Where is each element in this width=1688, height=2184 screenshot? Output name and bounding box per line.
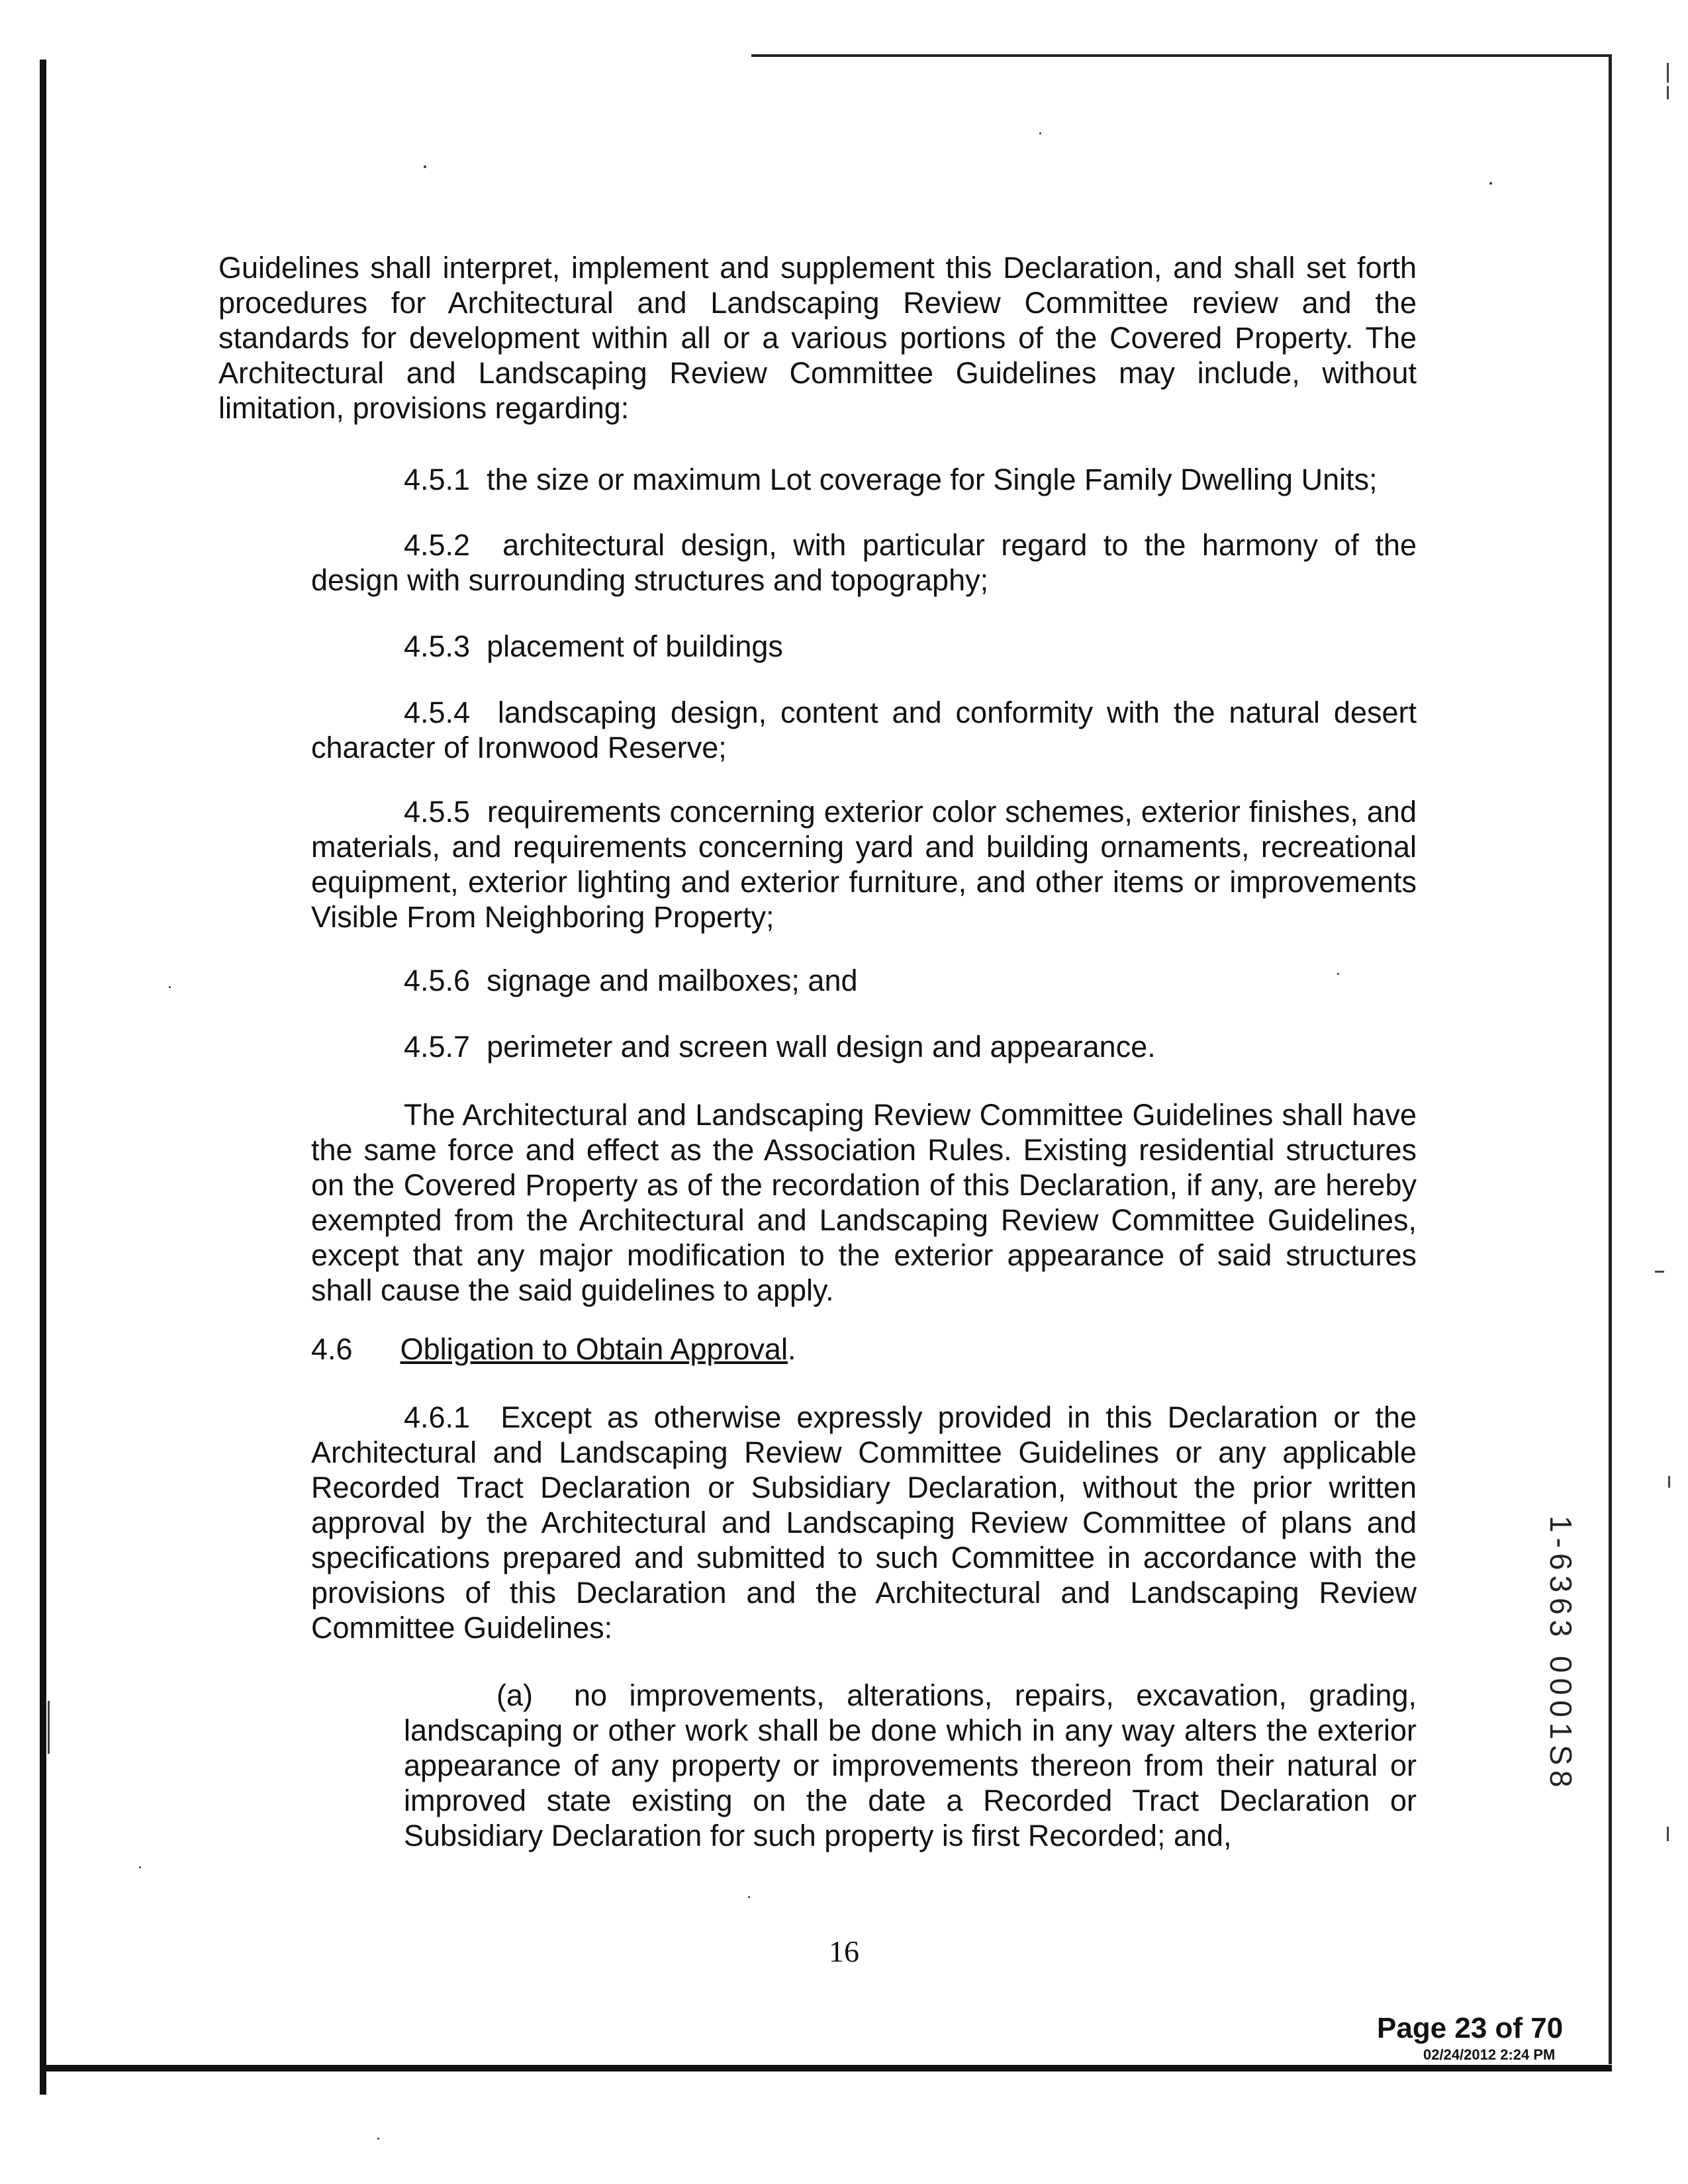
item-number: 4.6.1	[404, 1400, 471, 1434]
section-paragraph	[311, 1400, 1417, 1645]
scan-border-left	[40, 60, 46, 2095]
scan-border-top	[751, 54, 1612, 57]
guidelines-paragraph: The Architectural and Landscaping Review Committee Guidelines shall have the same force and effect as the Association Rules. Existing residential structures on the Covered Property as of the recordation of this Declaration, if any, are hereby exempted from the Architectural and Landscaping Review Committee Guidelines, except that any major modification to the exterior appearance of said structures shall cause the said guidelines to apply.	[311, 1098, 1417, 1307]
item-number: 4.5.6	[404, 964, 471, 997]
edge-mark	[1667, 1827, 1669, 1841]
scan-speck	[169, 986, 171, 988]
side-document-stamp: 1-6363 0001S8	[1544, 1516, 1578, 1793]
item-number: 4.5.7	[404, 1030, 471, 1064]
item-text: the size or maximum Lot coverage for Single Family Dwelling Units;	[487, 463, 1378, 496]
list-item	[311, 695, 1417, 765]
scan-border-right	[1609, 56, 1612, 2064]
scan-border-bottom	[46, 2065, 1612, 2071]
item-number: 4.5.5	[404, 795, 471, 829]
item-text: signage and mailboxes; and	[487, 964, 858, 997]
item-number: 4.5.3	[404, 629, 471, 663]
item-text: architectural design, with particular regard to the harmony of the design with surrounding structures and topography;	[311, 528, 1417, 597]
edge-mark	[1655, 1271, 1664, 1273]
scan-speck	[139, 1866, 141, 1868]
list-item	[311, 963, 1417, 998]
section-title: Obligation to Obtain Approval	[400, 1332, 788, 1366]
section-heading	[311, 1332, 1417, 1367]
item-number: 4.5.2	[404, 528, 471, 562]
item-text: requirements concerning exterior color schemes, exterior finishes, and materials, and requirements concerning yard and building ornaments, recreational equipment, exterior lighting and exterior furniture, and other items or improvements Visible From Neighboring Property;	[311, 795, 1417, 934]
item-text: perimeter and screen wall design and appearance.	[487, 1030, 1156, 1064]
edge-mark	[1668, 1476, 1670, 1488]
sub-item-text: no improvements, alterations, repairs, excavation, grading, landscaping or other work shall be done which in any way alters the exterior appearance of any property or improvements thereon from their natural or improved state existing on the date a Recorded Tract Declaration or Subsidiary Declaration for such property is first Recorded; and,	[404, 1678, 1417, 1852]
sub-item-label: (a)	[496, 1678, 533, 1712]
item-text: placement of buildings	[487, 629, 783, 663]
section-title-punct: .	[787, 1332, 796, 1366]
sub-item	[404, 1678, 1417, 1853]
list-item	[311, 629, 1417, 664]
item-number: 4.5.4	[404, 696, 471, 729]
intro-paragraph: Guidelines shall interpret, implement and supplement this Declaration, and shall set forth procedures for Architectural and Landscaping Review Committee review and the standards for development within all or a various portions of the Covered Property. The Architectural and Landscaping Review Committee Guidelines may include, without limitation, provisions regarding:	[218, 251, 1417, 425]
print-timestamp: 02/24/2012 2:24 PM	[1423, 2046, 1556, 2063]
edge-mark	[48, 1701, 50, 1754]
list-item	[311, 794, 1417, 934]
item-text: landscaping design, content and conformity with the natural desert character of Ironwood Reserve;	[311, 696, 1417, 764]
section-number: 4.6	[311, 1332, 353, 1366]
scan-speck	[748, 1896, 750, 1898]
edge-mark	[1667, 63, 1669, 83]
edge-mark	[1667, 86, 1669, 99]
item-text: Except as otherwise expressly provided in this Declaration or the Architectural and Landscaping Review Committee Guidelines or any applicable Recorded Tract Declaration or Subsidiary Declaration, without the prior written approval by the Architectural and Landscaping Review Committee of plans and specifications prepared and submitted to such Committee in accordance with the provisions of this Declaration and the Architectural and Landscaping Review Committee Guidelines:	[311, 1400, 1417, 1645]
scan-speck	[1489, 182, 1492, 185]
page-count: Page 23 of 70	[1377, 2012, 1564, 2044]
scan-speck	[424, 165, 426, 168]
page-number: 16	[829, 1934, 859, 1968]
scan-speck	[377, 2138, 379, 2140]
list-item	[311, 1029, 1417, 1064]
item-number: 4.5.1	[404, 463, 471, 496]
scan-speck	[1039, 132, 1041, 134]
list-item	[311, 462, 1417, 497]
list-item	[311, 527, 1417, 598]
